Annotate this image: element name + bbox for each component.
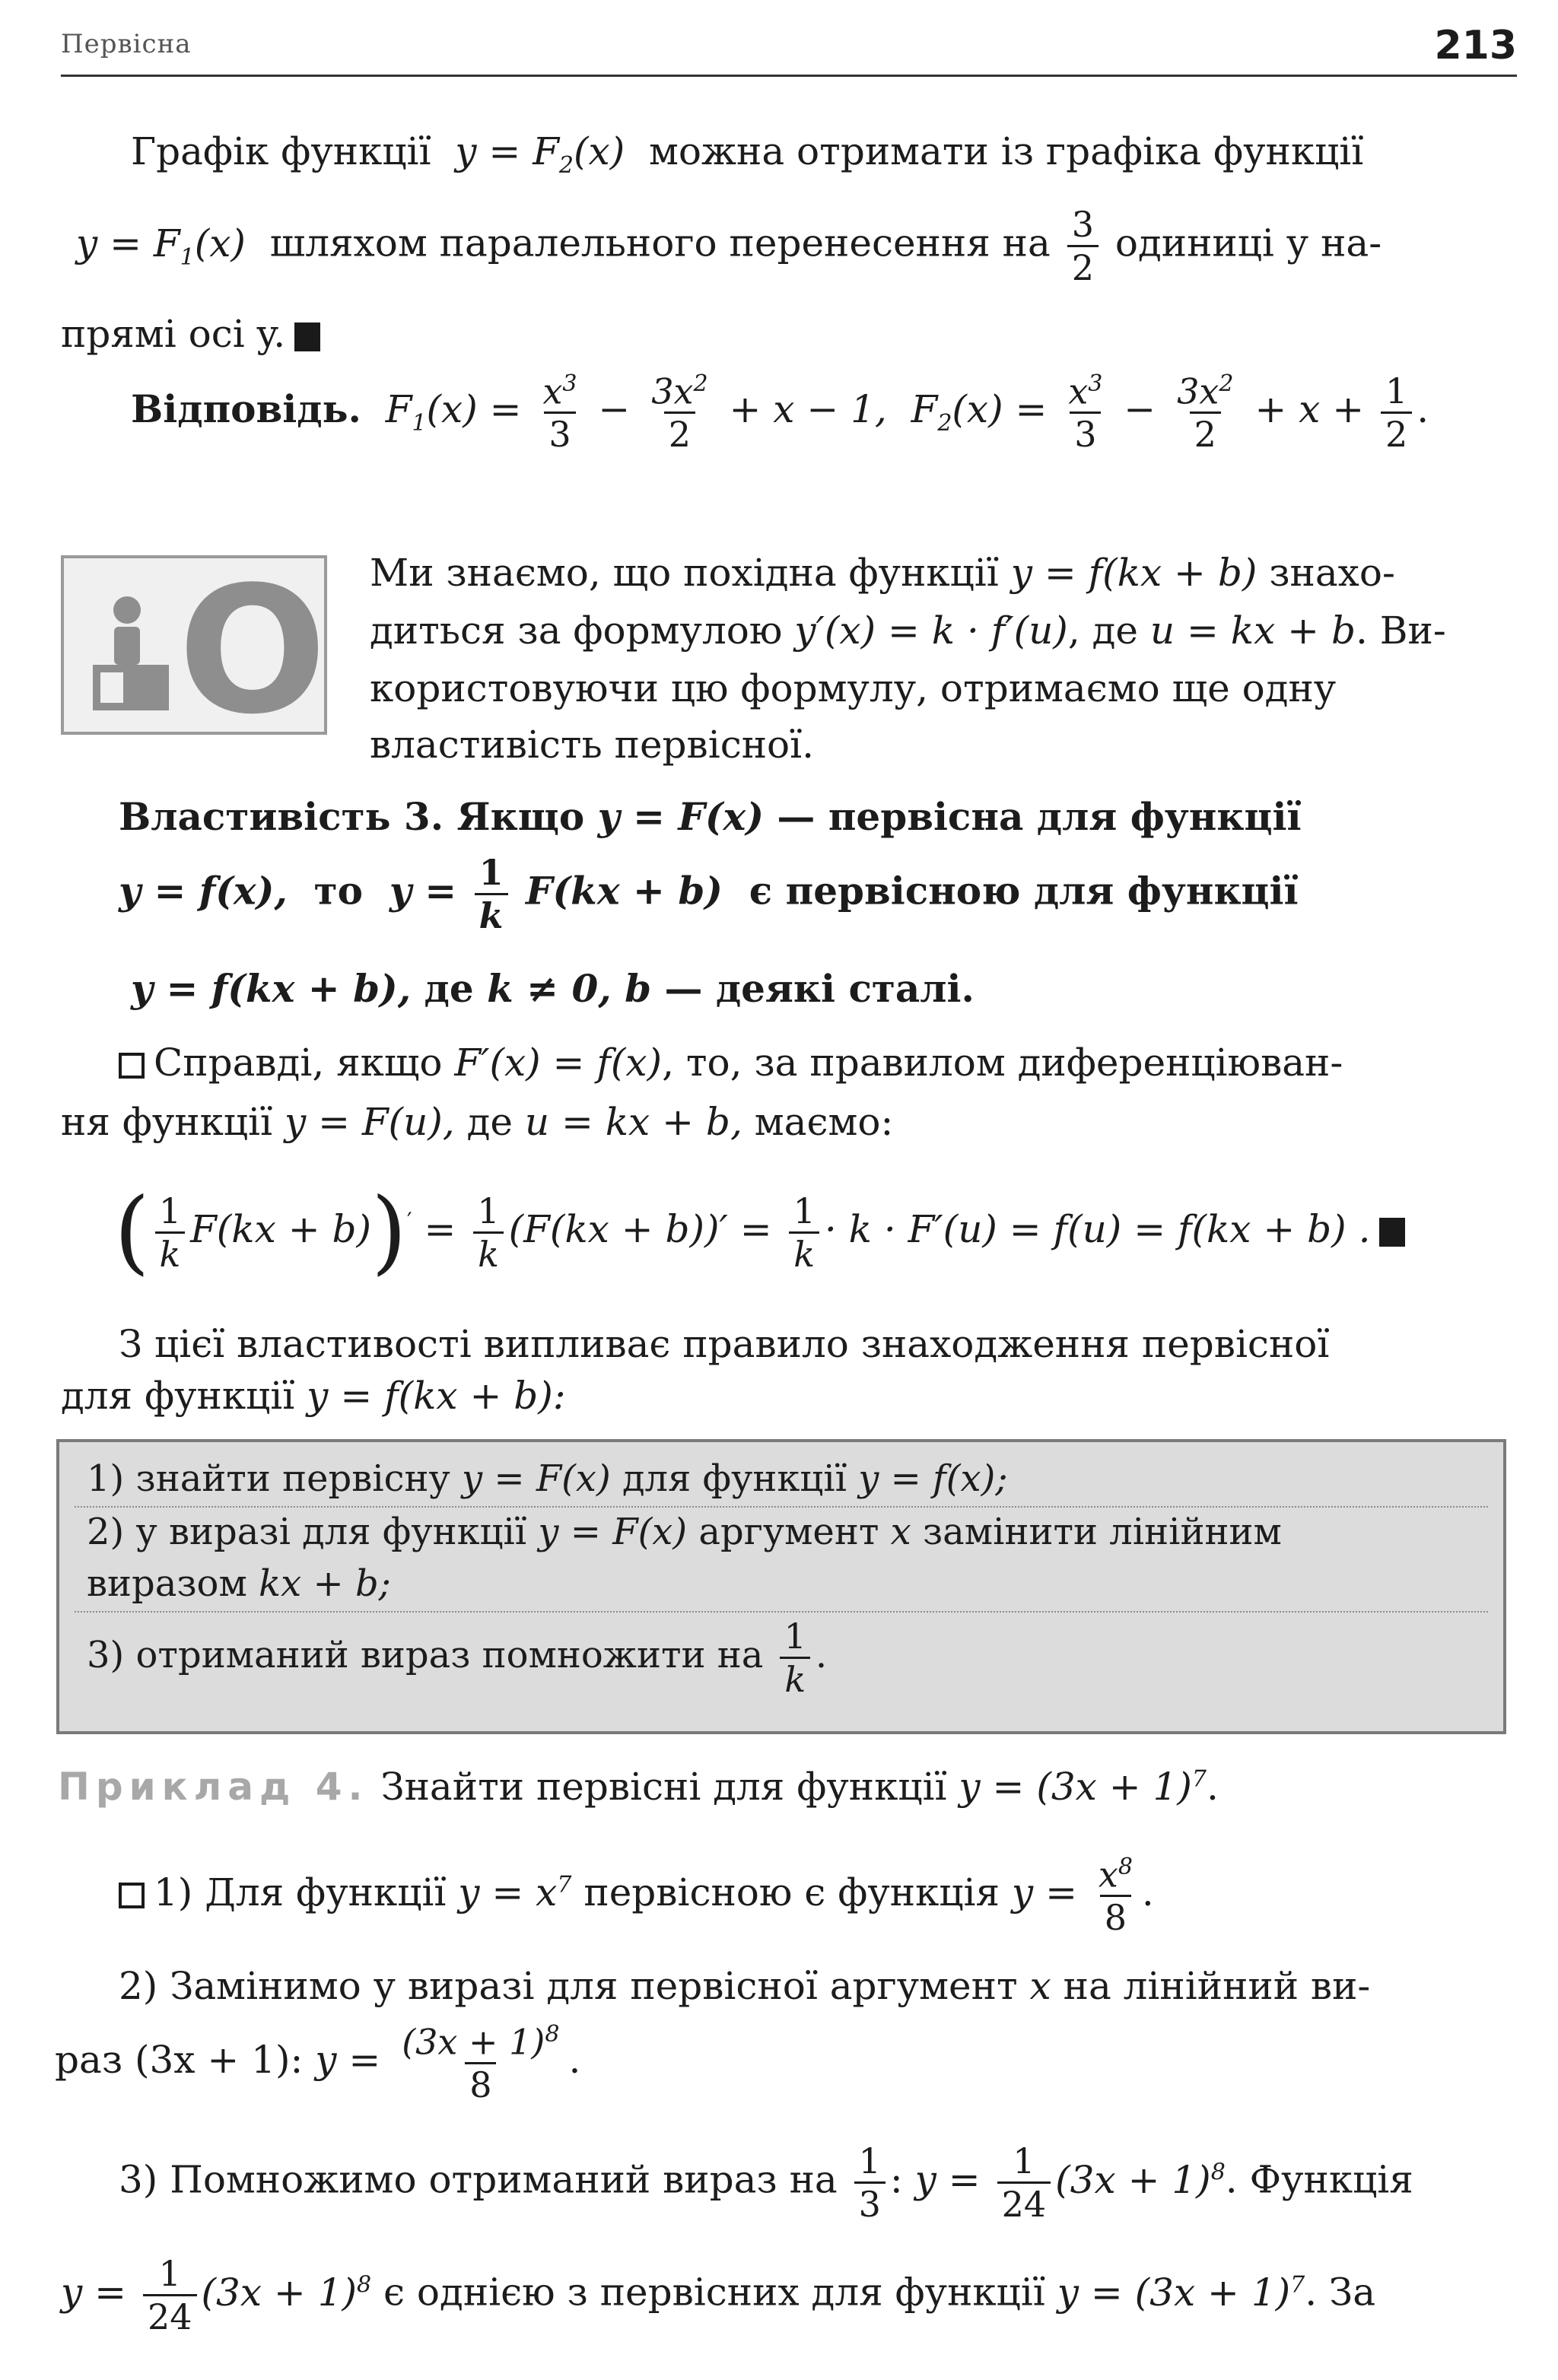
rule-step-3: 3) отриманий вираз помножити на $\frac{1}{k}$ . bbox=[87, 1616, 828, 1700]
rule-step-2: 2) у виразі для функції y = F(x) аргумент x замінити лінійним bbox=[87, 1511, 1282, 1553]
fraction: $\frac{1}{24}$ bbox=[143, 2256, 197, 2334]
page-number: 213 bbox=[1434, 23, 1517, 68]
text: Графік функції bbox=[131, 129, 431, 173]
example-step-3: 3) Помножимо отриманий вираз на $\frac{1}{3}$ : y = $\frac{1}{24}$ $(3x + 1)^8$. Функція bbox=[119, 2140, 1413, 2225]
rule-step-2-cont: виразом kx + b; bbox=[87, 1562, 391, 1605]
fraction: $\frac{1}{k}$ bbox=[472, 1193, 504, 1272]
start-of-proof-icon bbox=[119, 1053, 145, 1079]
math: + x + bbox=[1254, 387, 1365, 432]
running-title: Первісна bbox=[61, 29, 192, 59]
fraction: $\frac{1}{24}$ bbox=[997, 2143, 1051, 2222]
math: $F_2(x)$ = bbox=[911, 387, 1048, 437]
consequence-line-2: для функції y = f(kx + b): bbox=[61, 1374, 566, 1418]
example-title: Приклад 4. Знайти первісні для функції $y = (3x + 1)^7$. bbox=[58, 1765, 1219, 1809]
header-rule bbox=[61, 75, 1517, 77]
fraction: $\frac{1}{k}$ bbox=[780, 1619, 811, 1697]
proof-line-2: ня функції y = F(u), де u = kx + b, маємо: bbox=[61, 1100, 894, 1144]
rule-separator bbox=[75, 1611, 1488, 1613]
rule-box bbox=[56, 1439, 1506, 1734]
text: − bbox=[1124, 387, 1156, 432]
end-of-proof-icon bbox=[294, 323, 320, 351]
proof-formula: ( $\frac{1}{k}$ F(kx + b))′ = $\frac{1}{k}$ (F(kx + b))′ = $\frac{1}{k}$ · k · F′(u) = f(u) = f(kx + b) . bbox=[114, 1187, 1405, 1278]
remember-icon bbox=[61, 550, 327, 753]
math: + x − 1, bbox=[729, 387, 887, 432]
answer-label: Відповідь. bbox=[131, 386, 361, 432]
example-step-1: 1) Для функції $y = x^7$ первісною є функція y = $\frac{x^8}{8}$ . bbox=[119, 1856, 1154, 1935]
person-at-desk-icon bbox=[85, 589, 176, 718]
text: прямі осі y. bbox=[61, 312, 286, 356]
start-of-solution-icon bbox=[119, 1883, 145, 1908]
example-step-2-cont: раз (3x + 1): y = $\frac{(3x + 1)^8}{8}$ . bbox=[55, 2021, 581, 2106]
example-label: Приклад 4. bbox=[58, 1765, 369, 1809]
fraction: $\frac{1}{2}$ bbox=[1381, 373, 1412, 452]
fraction: $\frac{x^8}{8}$ bbox=[1098, 1854, 1133, 1939]
intro-line-3 bbox=[61, 312, 320, 356]
proof-line-1: Справді, якщо F′(x) = f(x), то, за правилом диференціюван- bbox=[119, 1041, 1343, 1085]
letter-o-icon: О bbox=[178, 550, 327, 753]
fraction: $\frac{1}{k}$ bbox=[154, 1193, 186, 1272]
note-line-1: Ми знаємо, що похідна функції y = f(kx + b) знахо- bbox=[370, 551, 1395, 595]
math: $F_1(x)$ = bbox=[385, 387, 522, 437]
fraction: $\frac{3x^2}{2}$ bbox=[1177, 370, 1234, 456]
answer-line: Відповідь. $F_1(x)$ = $\frac{x^3}{3}$ − $\frac{3x^2}{2}$ + x − 1, $F_2(x)$ = $\frac{x^3}{3}$ − $\frac{3x^2}{2}$ + x + $\frac{1}{2}$ . bbox=[131, 370, 1429, 456]
example-step-2: 2) Замінимо у виразі для первісної аргумент x на лінійний ви- bbox=[119, 1964, 1371, 2008]
note-line-4: властивість первісної. bbox=[370, 723, 815, 767]
left-paren: ( bbox=[114, 1179, 150, 1285]
math: $y = F_1(x)$ bbox=[76, 221, 246, 271]
intro-line-2 bbox=[76, 204, 1382, 288]
intro-line-1 bbox=[131, 129, 1363, 179]
note-line-3: користовуючи цю формулу, отримаємо ще одну bbox=[370, 666, 1337, 710]
property-line-2: y = f(x), то y = $\frac{1}{k}$ F(kx + b) є первісною для функції bbox=[119, 852, 1299, 936]
math: $y = F_2(x)$ bbox=[455, 129, 625, 179]
fraction: $\frac{3x^2}{2}$ bbox=[651, 370, 708, 456]
end-of-proof-icon bbox=[1379, 1218, 1405, 1247]
text: одиниці у на- bbox=[1114, 221, 1382, 265]
example-step-3-cont: y = $\frac{1}{24}$ $(3x + 1)^8$ є однією з первісних для функції $y = (3x + 1)^7$. За bbox=[61, 2253, 1375, 2337]
fraction: $\frac{(3x + 1)^8}{8}$ bbox=[402, 2021, 560, 2106]
fraction: $\frac{1}{k}$ bbox=[475, 855, 508, 933]
text: можна отримати із графіка функції bbox=[649, 129, 1364, 173]
rule-separator bbox=[75, 1506, 1488, 1508]
text: шляхом паралельного перенесення на bbox=[269, 221, 1051, 265]
fraction: $\frac{1}{3}$ bbox=[854, 2143, 886, 2222]
property-line-3: y = f(kx + b), де k ≠ 0, b — деякі сталі. bbox=[131, 966, 975, 1011]
property-line-1: Властивість 3. Якщо y = F(x) — первісна для функції bbox=[119, 794, 1302, 839]
rule-step-1: 1) знайти первісну y = F(x) для функції y = f(x); bbox=[87, 1457, 1008, 1500]
text: − bbox=[598, 387, 631, 432]
fraction: $\frac{1}{k}$ bbox=[789, 1193, 820, 1272]
fraction: $\frac{3}{2}$ bbox=[1067, 207, 1099, 285]
fraction: $\frac{x^3}{3}$ bbox=[542, 370, 577, 456]
consequence-line-1: З цієї властивості випливає правило знаходження первісної bbox=[119, 1322, 1330, 1366]
right-paren: ) bbox=[371, 1179, 407, 1285]
note-line-2: диться за формулою y′(x) = k · f′(u), де u = kx + b. Ви- bbox=[370, 609, 1446, 653]
fraction: $\frac{x^3}{3}$ bbox=[1068, 370, 1103, 456]
